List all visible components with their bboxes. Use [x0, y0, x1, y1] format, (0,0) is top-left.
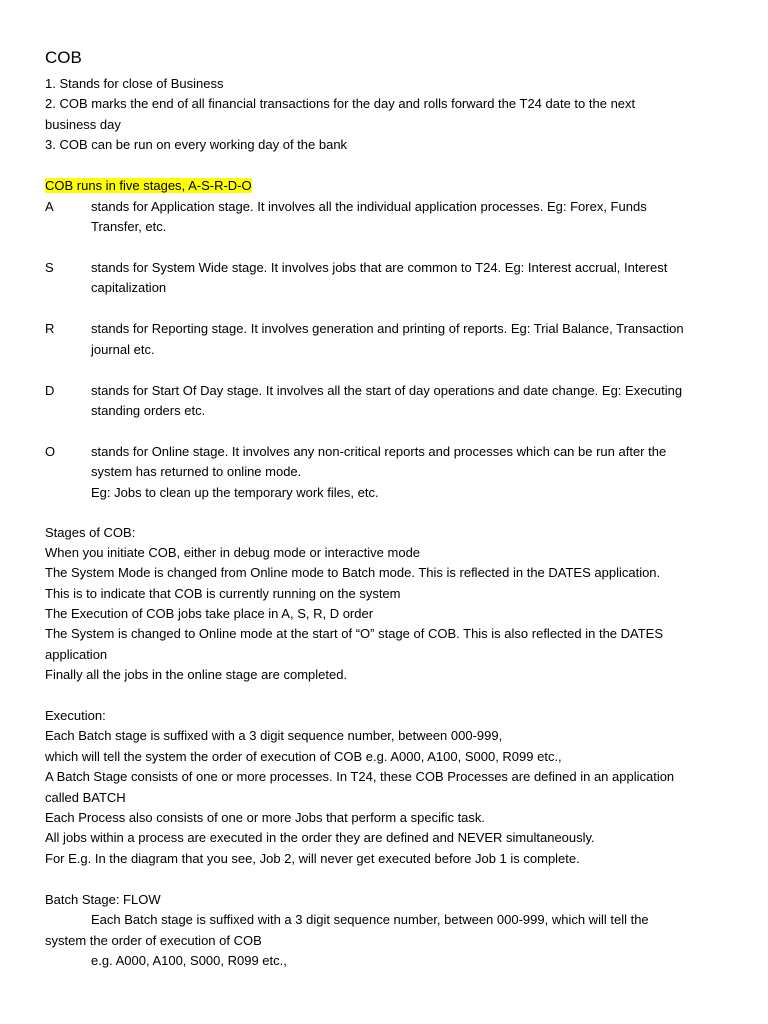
stage-letter: A [45, 199, 54, 214]
stage-letter: D [45, 383, 55, 398]
highlighted-text: COB runs in five stages, A-S-R-D-O [45, 178, 252, 193]
stage-description: stands for Start Of Day stage. It involves all the start of day operations and date change. Eg: Executing [91, 383, 683, 398]
stage-description: stands for Reporting stage. It involves generation and printing of reports. Eg: Trial Balance, Transaction [91, 321, 684, 336]
stage-description: capitalization [91, 280, 167, 295]
stage-description: Eg: Jobs to clean up the temporary work files, etc. [91, 485, 379, 500]
body-line: For E.g. In the diagram that you see, Job 2, will never get executed before Job 1 is complete. [45, 851, 580, 866]
body-line: e.g. A000, A100, S000, R099 etc., [91, 953, 287, 968]
body-line: The Execution of COB jobs take place in A, S, R, D order [45, 606, 374, 621]
body-line: Finally all the jobs in the online stage are completed. [45, 667, 348, 682]
stage-description: stands for System Wide stage. It involves jobs that are common to T24. Eg: Interest accrual, Interest [91, 260, 668, 275]
body-line: system the order of execution of COB [45, 933, 262, 948]
stage-description: system has returned to online mode. [91, 464, 302, 479]
intro-line: 2. COB marks the end of all financial transactions for the day and rolls forward the T24 date to the next [45, 96, 636, 111]
body-line: When you initiate COB, either in debug mode or interactive mode [45, 545, 421, 560]
body-line: Each Batch stage is suffixed with a 3 digit sequence number, between 000-999, which will tell the [91, 912, 649, 927]
section-heading: Batch Stage: FLOW [45, 892, 161, 907]
body-line: This is to indicate that COB is currently running on the system [45, 586, 401, 601]
stage-description: standing orders etc. [91, 403, 206, 418]
body-line: application [45, 647, 108, 662]
stage-description: stands for Online stage. It involves any non-critical reports and processes which can be run after the [91, 444, 667, 459]
intro-line: 1. Stands for close of Business [45, 76, 224, 91]
stage-letter: O [45, 444, 56, 459]
body-line: called BATCH [45, 790, 126, 805]
stage-letter: R [45, 321, 55, 336]
stages-heading [45, 176, 252, 196]
section-heading: Execution: [45, 708, 106, 723]
stage-description: stands for Application stage. It involves all the individual application processes. Eg: Forex, Funds [91, 199, 647, 214]
intro-line: 3. COB can be run on every working day of the bank [45, 137, 348, 152]
body-line: The System is changed to Online mode at the start of “O” stage of COB. This is also reflected in the DATES [45, 626, 664, 641]
body-line: The System Mode is changed from Online mode to Batch mode. This is reflected in the DATES application. [45, 565, 661, 580]
page-title: COB [45, 48, 82, 67]
body-line: All jobs within a process are executed in the order they are defined and NEVER simultaneously. [45, 830, 595, 845]
body-line: Each Batch stage is suffixed with a 3 digit sequence number, between 000-999, [45, 728, 503, 743]
body-line: Each Process also consists of one or more Jobs that perform a specific task. [45, 810, 486, 825]
body-line: A Batch Stage consists of one or more processes. In T24, these COB Processes are defined in an application [45, 769, 675, 784]
intro-line: business day [45, 117, 121, 132]
body-line: which will tell the system the order of execution of COB e.g. A000, A100, S000, R099 etc., [45, 749, 562, 764]
stage-description: Transfer, etc. [91, 219, 167, 234]
stage-description: journal etc. [91, 342, 155, 357]
stage-letter: S [45, 260, 54, 275]
section-heading: Stages of COB: [45, 525, 136, 540]
